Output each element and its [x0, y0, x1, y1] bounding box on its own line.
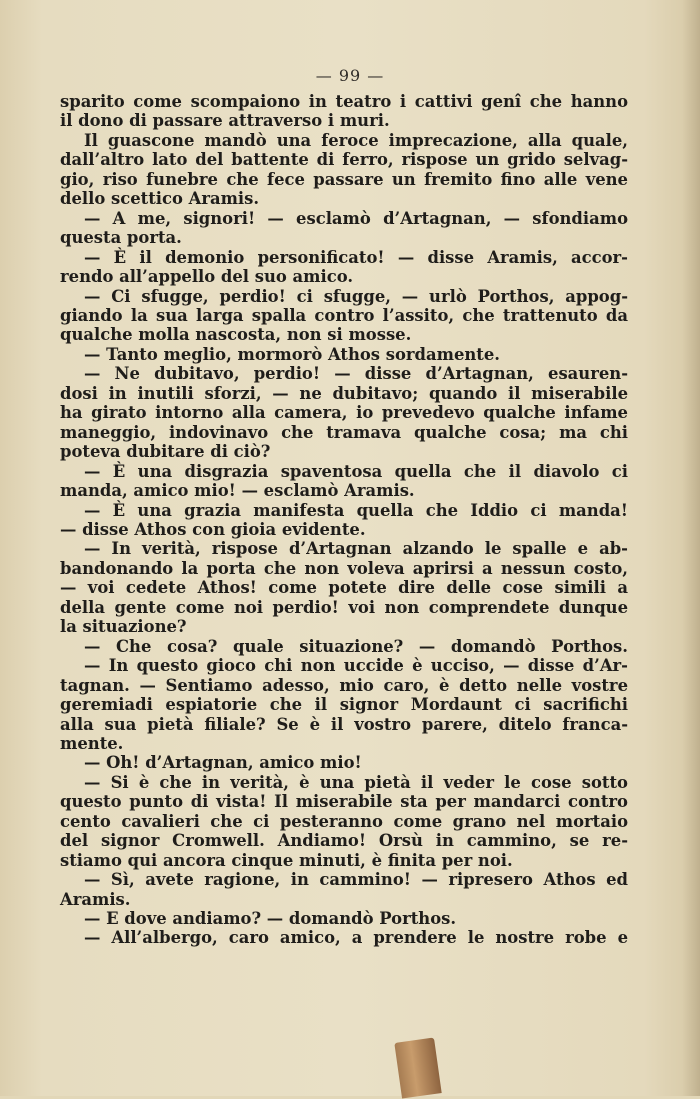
- text-line: Il guascone mandò una feroce imprecazione, alla quale,: [84, 130, 628, 150]
- text-line: cento cavalieri che ci pesteranno come grano nel mortaio: [60, 811, 628, 831]
- text-line: — voi cedete Athos! come potete dire delle cose simili a: [60, 578, 628, 598]
- text-line: questo punto di vista! Il miserabile sta per mandarci contro: [60, 792, 628, 812]
- text-line: — Oh! d’Artagnan, amico mio!: [84, 753, 362, 773]
- text-line: — È una disgrazia spaventosa quella che il diavolo ci: [84, 461, 628, 481]
- text-line: — Ne dubitavo, perdio! — disse d’Artagnan, esauren-: [84, 364, 628, 384]
- text-line: — A me, signori! — esclamò d’Artagnan, — sfondiamo: [84, 208, 628, 228]
- text-line: manda, amico mio! — esclamò Aramis.: [60, 481, 415, 501]
- text-line: maneggio, indovinavo che tramava qualche cosa; ma chi: [60, 422, 628, 442]
- text-line: geremiadi espiatorie che il signor Mordaunt ci sacrifichi: [60, 695, 628, 715]
- text-line: della gente come noi perdio! voi non comprendete dunque: [60, 597, 628, 617]
- text-line: — Ci sfugge, perdio! ci sfugge, — urlò Porthos, appog-: [84, 286, 628, 306]
- text-line: dosi in inutili sforzi, — ne dubitavo; quando il miserabile: [60, 383, 628, 403]
- text-line: — È una grazia manifesta quella che Iddio ci manda!: [84, 500, 628, 520]
- text-line: la situazione?: [60, 617, 187, 637]
- text-line: tagnan. — Sentiamo adesso, mio caro, è detto nelle vostre: [60, 675, 628, 695]
- text-line: — In questo gioco chi non uccide è ucciso, — disse d’Ar-: [84, 656, 628, 676]
- text-line: — È il demonio personificato! — disse Aramis, accor-: [84, 247, 628, 267]
- text-line: mente.: [60, 733, 124, 753]
- page-number: — 99 —: [315, 66, 385, 85]
- text-line: — Che cosa? quale situazione? — domandò Porthos.: [84, 636, 628, 656]
- text-line: — E dove andiamo? — domandò Porthos.: [84, 909, 457, 929]
- page-edge-shadow: [682, 0, 700, 1096]
- text-line: bandonando la porta che non voleva aprirsi a nessun costo,: [60, 558, 628, 578]
- text-line: poteva dubitare di ciò?: [60, 442, 271, 462]
- text-line: Aramis.: [60, 889, 131, 909]
- text-line: dello scettico Aramis.: [60, 189, 260, 209]
- text-line: — disse Athos con gioia evidente.: [60, 519, 366, 539]
- text-line: — In verità, rispose d’Artagnan alzando le spalle e ab-: [84, 539, 628, 559]
- text-line: — Si è che in verità, è una pietà il veder le cose sotto: [84, 772, 628, 792]
- text-line: sparito come scompaiono in teatro i cattivi genî che hanno: [60, 92, 628, 111]
- text-line: — Sì, avete ragione, in cammino! — ripresero Athos ed: [84, 870, 628, 890]
- text-line: del signor Cromwell. Andiamo! Orsù in cammino, se re-: [60, 831, 628, 851]
- text-line: qualche molla nascosta, non si mosse.: [60, 325, 412, 345]
- text-line: rendo all’appello del suo amico.: [60, 267, 354, 287]
- text-line: alla sua pietà filiale? Se è il vostro parere, ditelo franca-: [60, 714, 628, 734]
- text-line: il dono di passare attraverso i muri.: [60, 111, 390, 131]
- text-line: dall’altro lato del battente di ferro, rispose un grido selvag-: [60, 150, 628, 170]
- text-line: gio, riso funebre che fece passare un fremito fino alle vene: [60, 169, 628, 189]
- text-line: giando la sua larga spalla contro l’assito, che trattenuto da: [60, 305, 628, 325]
- text-line: questa porta.: [60, 228, 182, 248]
- text-line: ha girato intorno alla camera, io prevedevo qualche infame: [60, 403, 628, 423]
- text-line: — Tanto meglio, mormorò Athos sordamente.: [84, 344, 501, 364]
- text-line: — All’albergo, caro amico, a prendere le nostre robe e: [84, 928, 628, 948]
- page-text: [60, 92, 628, 948]
- text-line: stiamo qui ancora cinque minuti, è finita per noi.: [60, 850, 513, 870]
- binding-tape: [394, 1037, 441, 1098]
